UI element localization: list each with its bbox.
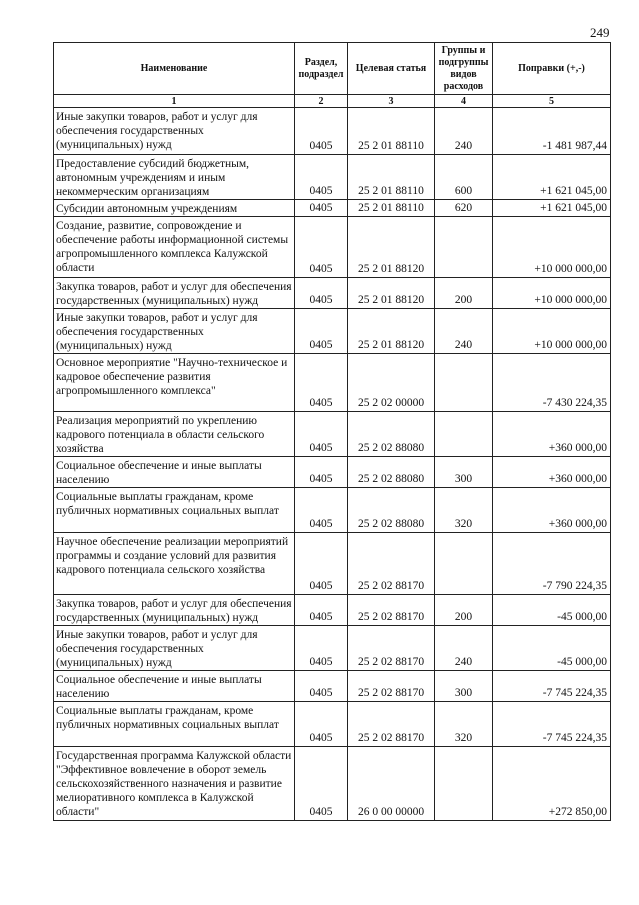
row-target-article: 25 2 02 88080 xyxy=(348,457,435,488)
row-target-article: 25 2 02 88080 xyxy=(348,488,435,533)
row-amount: -7 430 224,35 xyxy=(493,354,611,412)
row-section: 0405 xyxy=(295,702,348,747)
row-section: 0405 xyxy=(295,533,348,595)
table-row xyxy=(54,488,611,533)
row-expense-group: 320 xyxy=(435,488,493,533)
row-expense-group: 240 xyxy=(435,108,493,155)
row-amount: +10 000 000,00 xyxy=(493,217,611,278)
row-name: Иные закупки товаров, работ и услуг для обеспечения государственных (муниципальных) нужд xyxy=(54,108,295,155)
row-name: Закупка товаров, работ и услуг для обеспечения государственных (муниципальных) нужд xyxy=(54,595,295,626)
row-amount: +1 621 045,00 xyxy=(493,155,611,200)
row-amount: +10 000 000,00 xyxy=(493,278,611,309)
row-section: 0405 xyxy=(295,155,348,200)
table-row xyxy=(54,217,611,278)
row-amount: -45 000,00 xyxy=(493,626,611,671)
header-target: Целевая статья xyxy=(348,43,435,95)
column-number: 5 xyxy=(493,95,611,108)
row-expense-group: 300 xyxy=(435,671,493,702)
row-name: Социальное обеспечение и иные выплаты населению xyxy=(54,457,295,488)
row-section: 0405 xyxy=(295,595,348,626)
row-expense-group xyxy=(435,412,493,457)
row-name: Иные закупки товаров, работ и услуг для обеспечения государственных (муниципальных) нужд xyxy=(54,309,295,354)
row-target-article: 25 2 01 88120 xyxy=(348,309,435,354)
header-amount: Поправки (+,-) xyxy=(493,43,611,95)
row-target-article: 25 2 02 00000 xyxy=(348,354,435,412)
row-section: 0405 xyxy=(295,488,348,533)
row-amount: +272 850,00 xyxy=(493,747,611,821)
header-group: Группы и подгруппы видов расходов xyxy=(435,43,493,95)
row-amount: -1 481 987,44 xyxy=(493,108,611,155)
column-number: 1 xyxy=(54,95,295,108)
row-target-article: 25 2 01 88110 xyxy=(348,108,435,155)
row-target-article: 25 2 01 88110 xyxy=(348,200,435,217)
row-target-article: 25 2 02 88170 xyxy=(348,671,435,702)
table-row xyxy=(54,671,611,702)
row-expense-group: 620 xyxy=(435,200,493,217)
row-name: Иные закупки товаров, работ и услуг для обеспечения государственных (муниципальных) нужд xyxy=(54,626,295,671)
row-section: 0405 xyxy=(295,412,348,457)
row-target-article: 25 2 02 88170 xyxy=(348,702,435,747)
row-expense-group: 600 xyxy=(435,155,493,200)
row-expense-group xyxy=(435,747,493,821)
row-name: Предоставление субсидий бюджетным, автономным учреждениям и иным некоммерческим организациям xyxy=(54,155,295,200)
row-amount: +360 000,00 xyxy=(493,457,611,488)
row-section: 0405 xyxy=(295,457,348,488)
row-amount: +360 000,00 xyxy=(493,412,611,457)
row-target-article: 25 2 01 88120 xyxy=(348,278,435,309)
table-row xyxy=(54,309,611,354)
row-target-article: 26 0 00 00000 xyxy=(348,747,435,821)
row-name: Социальное обеспечение и иные выплаты населению xyxy=(54,671,295,702)
row-amount: -45 000,00 xyxy=(493,595,611,626)
row-expense-group: 320 xyxy=(435,702,493,747)
row-name: Основное мероприятие "Научно-техническое и кадровое обеспечение развития агропромышленного комплекса" xyxy=(54,354,295,412)
row-amount: -7 745 224,35 xyxy=(493,671,611,702)
row-name: Закупка товаров, работ и услуг для обеспечения государственных (муниципальных) нужд xyxy=(54,278,295,309)
row-section: 0405 xyxy=(295,354,348,412)
row-name: Социальные выплаты гражданам, кроме публичных нормативных социальных выплат xyxy=(54,488,295,533)
table-row xyxy=(54,533,611,595)
header-row xyxy=(54,43,611,95)
row-expense-group: 200 xyxy=(435,595,493,626)
row-expense-group: 240 xyxy=(435,309,493,354)
row-name: Государственная программа Калужской области "Эффективное вовлечение в оборот земель сельскохозяйственного назначения и развитие мелиоративного комплекса в Калужской области" xyxy=(54,747,295,821)
row-amount: -7 790 224,35 xyxy=(493,533,611,595)
row-name: Социальные выплаты гражданам, кроме публичных нормативных социальных выплат xyxy=(54,702,295,747)
column-number: 2 xyxy=(295,95,348,108)
row-expense-group xyxy=(435,533,493,595)
row-section: 0405 xyxy=(295,278,348,309)
row-amount: -7 745 224,35 xyxy=(493,702,611,747)
table-row xyxy=(54,702,611,747)
header-section: Раздел, подраздел xyxy=(295,43,348,95)
table-row xyxy=(54,354,611,412)
column-number-row xyxy=(54,95,611,108)
header-name: Наименование xyxy=(54,43,295,95)
row-section: 0405 xyxy=(295,747,348,821)
table-row xyxy=(54,457,611,488)
row-section: 0405 xyxy=(295,108,348,155)
table-row xyxy=(54,108,611,155)
row-amount: +10 000 000,00 xyxy=(493,309,611,354)
row-section: 0405 xyxy=(295,626,348,671)
row-name: Создание, развитие, сопровождение и обеспечение работы информационной системы агропромышленного комплекса Калужской области xyxy=(54,217,295,278)
table-row xyxy=(54,626,611,671)
row-name: Реализация мероприятий по укреплению кадрового потенциала в области сельского хозяйства xyxy=(54,412,295,457)
row-target-article: 25 2 02 88170 xyxy=(348,626,435,671)
row-target-article: 25 2 02 88170 xyxy=(348,533,435,595)
row-amount: +1 621 045,00 xyxy=(493,200,611,217)
row-expense-group xyxy=(435,354,493,412)
table-row xyxy=(54,155,611,200)
column-number: 4 xyxy=(435,95,493,108)
row-section: 0405 xyxy=(295,217,348,278)
row-expense-group: 300 xyxy=(435,457,493,488)
row-target-article: 25 2 02 88170 xyxy=(348,595,435,626)
row-section: 0405 xyxy=(295,309,348,354)
row-expense-group xyxy=(435,217,493,278)
page-number: 249 xyxy=(590,25,610,40)
table-row xyxy=(54,278,611,309)
row-section: 0405 xyxy=(295,671,348,702)
row-target-article: 25 2 01 88120 xyxy=(348,217,435,278)
table-row xyxy=(54,747,611,821)
row-name: Научное обеспечение реализации мероприятий программы и создание условий для развития кадрового потенциала сельского хозяйства xyxy=(54,533,295,595)
table-row xyxy=(54,595,611,626)
row-target-article: 25 2 01 88110 xyxy=(348,155,435,200)
table-row xyxy=(54,200,611,217)
budget-amendments-table xyxy=(53,42,611,821)
table-row xyxy=(54,412,611,457)
row-expense-group: 240 xyxy=(435,626,493,671)
row-target-article: 25 2 02 88080 xyxy=(348,412,435,457)
row-amount: +360 000,00 xyxy=(493,488,611,533)
row-expense-group: 200 xyxy=(435,278,493,309)
column-number: 3 xyxy=(348,95,435,108)
row-section: 0405 xyxy=(295,200,348,217)
row-name: Субсидии автономным учреждениям xyxy=(54,200,295,217)
